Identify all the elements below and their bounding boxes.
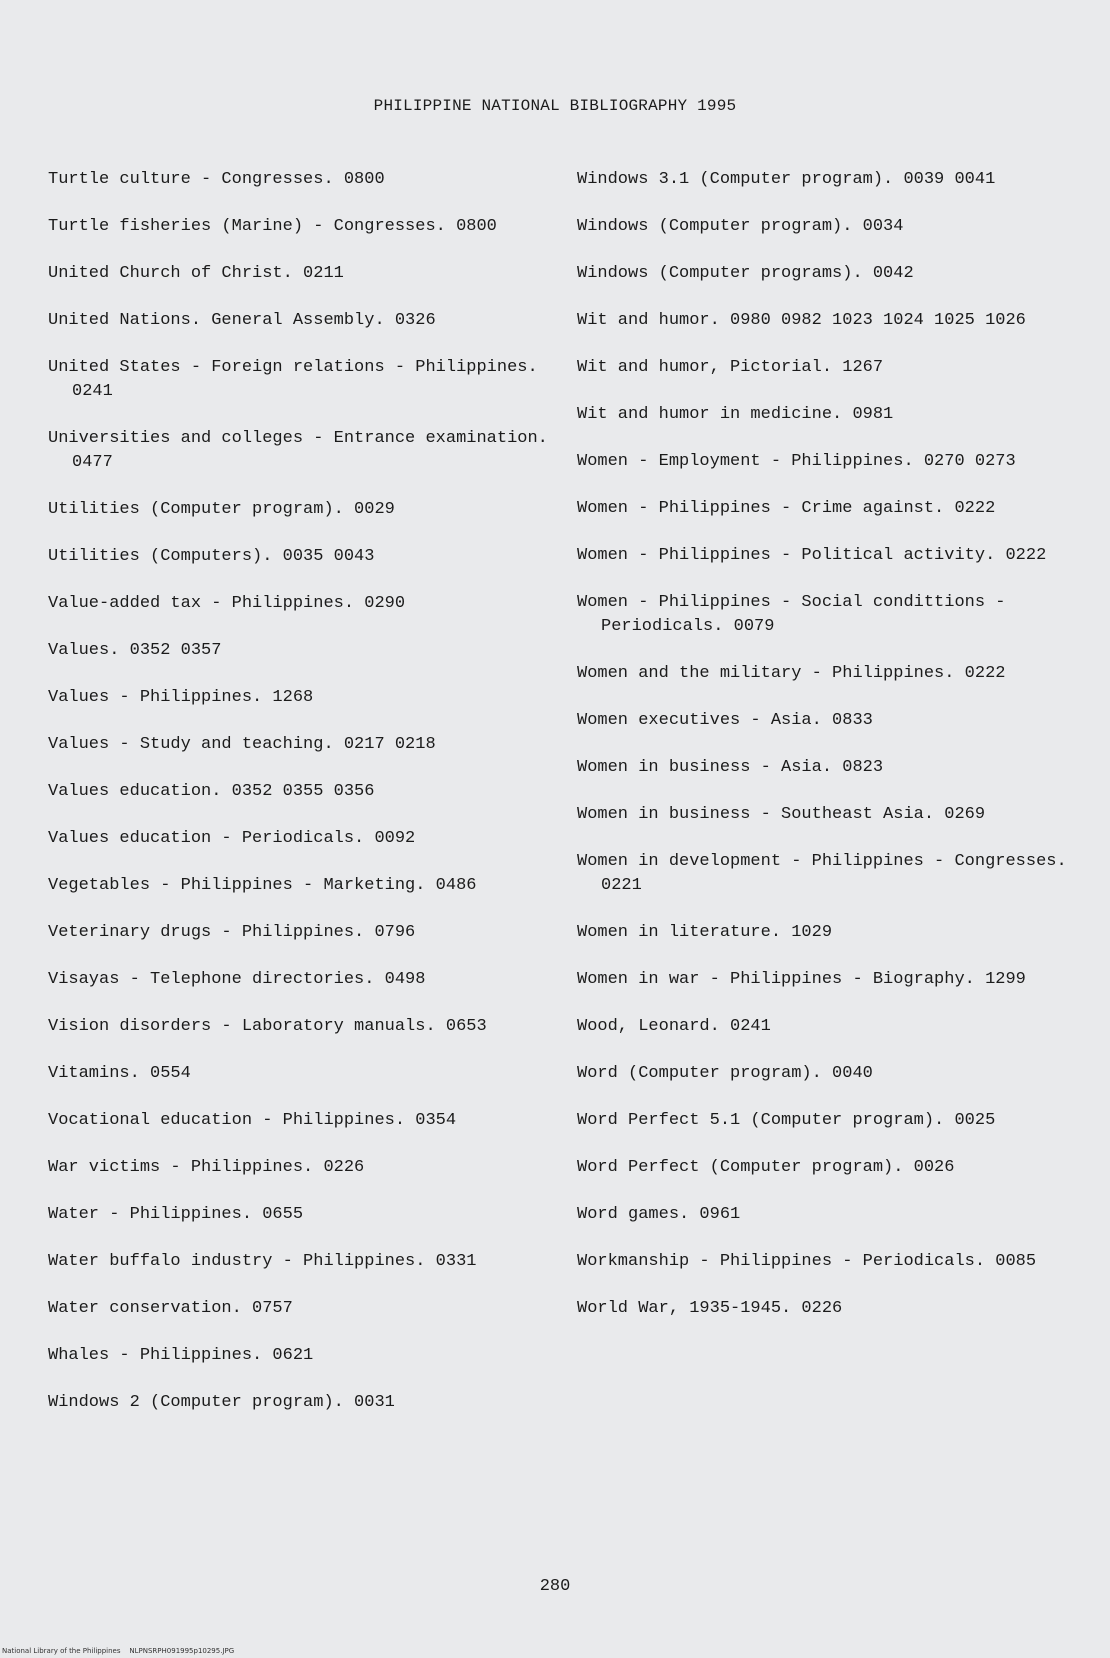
index-entry: United Nations. General Assembly. 0326: [48, 311, 436, 330]
index-entry: Values. 0352 0357: [48, 641, 222, 660]
index-entry: Values education. 0352 0355 0356: [48, 782, 375, 801]
index-entry: Water conservation. 0757: [48, 1299, 293, 1318]
index-entry: Values - Philippines. 1268: [48, 688, 314, 707]
index-entry: Wit and humor in medicine. 0981: [577, 405, 894, 424]
index-entry: United States - Foreign relations - Philippines. 0241: [48, 358, 548, 401]
index-entry: Word Perfect (Computer program). 0026: [577, 1158, 955, 1177]
index-entry: Values education - Periodicals. 0092: [48, 829, 416, 848]
index-entry: Windows (Computer program). 0034: [577, 217, 904, 236]
index-entry: Word Perfect 5.1 (Computer program). 0025: [577, 1111, 996, 1130]
index-entry: Wood, Leonard. 0241: [577, 1017, 771, 1036]
index-entry: Vocational education - Philippines. 0354: [48, 1111, 457, 1130]
index-entry: United Church of Christ. 0211: [48, 264, 344, 283]
index-entry: Veterinary drugs - Philippines. 0796: [48, 923, 416, 942]
index-entry: Water - Philippines. 0655: [48, 1205, 304, 1224]
index-entry: Vision disorders - Laboratory manuals. 0653: [48, 1017, 487, 1036]
index-entry: Women executives - Asia. 0833: [577, 711, 873, 730]
index-entry: Women - Philippines - Political activity. 0222: [577, 546, 1047, 565]
index-entry: Women in development - Philippines - Congresses. 0221: [577, 852, 1077, 895]
index-entry: Workmanship - Philippines - Periodicals. 0085: [577, 1252, 1037, 1271]
index-entry: Women - Employment - Philippines. 0270 0273: [577, 452, 1016, 471]
index-entry: Vegetables - Philippines - Marketing. 0486: [48, 876, 477, 895]
index-entry: Utilities (Computers). 0035 0043: [48, 547, 375, 566]
index-entry: Women - Philippines - Social condittions - Periodicals. 0079: [577, 593, 1016, 636]
index-entry: Women in business - Asia. 0823: [577, 758, 884, 777]
index-entry: Women and the military - Philippines. 0222: [577, 664, 1006, 683]
index-entry: Vitamins. 0554: [48, 1064, 191, 1083]
index-entry: Utilities (Computer program). 0029: [48, 500, 395, 519]
index-entry: Turtle culture - Congresses. 0800: [48, 170, 385, 189]
index-entry: Water buffalo industry - Philippines. 0331: [48, 1252, 477, 1271]
left-column: [48, 168, 559, 1438]
index-entry: Wit and humor. 0980 0982 1023 1024 1025 1026: [577, 311, 1026, 330]
index-entry: Windows 3.1 (Computer program). 0039 0041: [577, 170, 996, 189]
index-entry: Women in business - Southeast Asia. 0269: [577, 805, 986, 824]
index-entry: Women in war - Philippines - Biography. 1299: [577, 970, 1026, 989]
index-entry: Women in literature. 1029: [577, 923, 833, 942]
index-entry: Windows 2 (Computer program). 0031: [48, 1393, 395, 1412]
index-entry: Word games. 0961: [577, 1205, 741, 1224]
page-number: 280: [539, 1577, 571, 1596]
index-entry: Universities and colleges - Entrance examination. 0477: [48, 429, 559, 472]
index-entry: World War, 1935-1945. 0226: [577, 1299, 843, 1318]
index-entry: Turtle fisheries (Marine) - Congresses. 0800: [48, 217, 497, 236]
index-entry: Word (Computer program). 0040: [577, 1064, 873, 1083]
index-entry: Values - Study and teaching. 0217 0218: [48, 735, 436, 754]
index-entry: Whales - Philippines. 0621: [48, 1346, 314, 1365]
index-entry: Visayas - Telephone directories. 0498: [48, 970, 426, 989]
index-entry: Wit and humor, Pictorial. 1267: [577, 358, 884, 377]
index-entry: Windows (Computer programs). 0042: [577, 264, 914, 283]
index-entry: Value-added tax - Philippines. 0290: [48, 594, 406, 613]
right-column: [577, 168, 1082, 1344]
index-entry: War victims - Philippines. 0226: [48, 1158, 365, 1177]
page-title: PHILIPPINE NATIONAL BIBLIOGRAPHY 1995: [373, 97, 737, 115]
index-entry: Women - Philippines - Crime against. 0222: [577, 499, 996, 518]
scan-footer: National Library of the Philippines NLPNSRPH091995p10295.JPG: [2, 1647, 235, 1655]
